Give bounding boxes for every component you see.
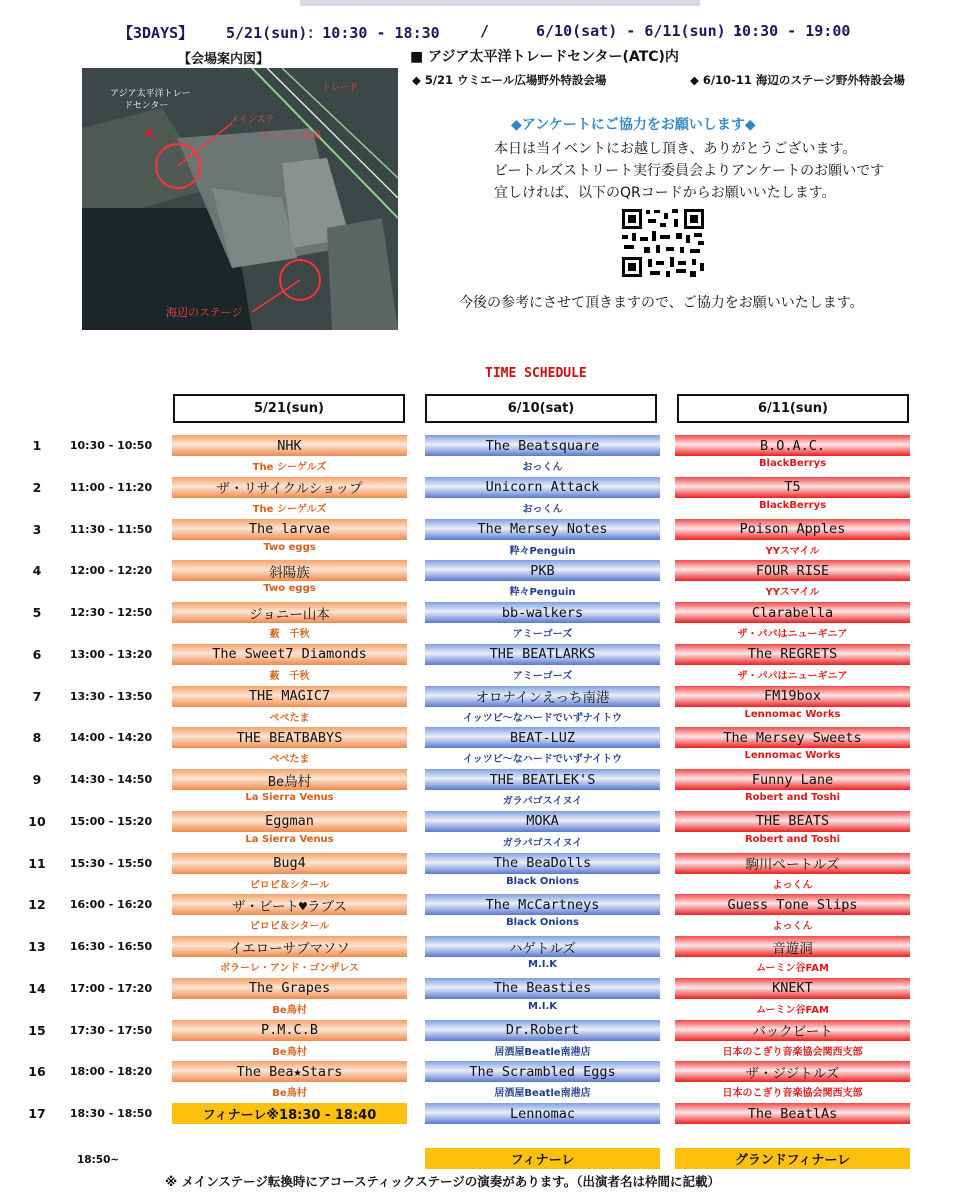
band-slot: Be鳥村 xyxy=(172,769,407,790)
band-slot: Poison Apples xyxy=(675,519,910,540)
map-text-trade: トレード xyxy=(322,83,359,93)
acoustic-act: ピロピ＆シタール xyxy=(249,921,330,932)
band-slot: The Mersey Notes xyxy=(425,519,660,540)
map-label: 【会場案内図】 xyxy=(178,52,270,67)
row-time: 15:00 - 15:20 xyxy=(69,814,153,828)
band-slot: The Beatsquare xyxy=(425,435,660,456)
band-slot: The Sweet7 Diamonds xyxy=(172,644,407,665)
row-time: 17:00 - 17:20 xyxy=(69,981,153,995)
acoustic-act: ピロピ＆シタール xyxy=(249,879,330,890)
date-separator: / xyxy=(480,22,490,40)
row-number: 6 xyxy=(32,646,42,662)
map-text-plaza: ウミエール広場 xyxy=(258,131,321,141)
qr-code[interactable] xyxy=(620,207,706,279)
venue-title: ■ アジア太平洋トレードセンター(ATC)内 xyxy=(410,49,679,65)
finale-day3: グランドフィナーレ xyxy=(675,1148,910,1169)
band-slot: Lennomac xyxy=(425,1103,660,1124)
row-time: 18:00 - 18:20 xyxy=(69,1065,153,1079)
acoustic-act: Robert and Toshi xyxy=(744,833,841,845)
day-header-3: 6/11(sun) xyxy=(677,394,909,423)
acoustic-act: Two eggs xyxy=(263,541,316,553)
acoustic-act: Black Onions xyxy=(506,917,579,929)
acoustic-act: おっくん xyxy=(522,462,563,472)
band-slot: ジョニー山本 xyxy=(172,602,407,623)
band-slot: 斜陽族 xyxy=(172,560,407,581)
band-slot: bb-walkers xyxy=(425,602,660,623)
row-time: 13:00 - 13:20 xyxy=(69,647,153,661)
band-slot: P.M.C.B xyxy=(172,1020,407,1041)
venue-sub-day1: ◆ 5/21 ウミエール広場野外特設会場 xyxy=(412,73,607,87)
acoustic-act: ボラーレ・アンド・ゴンザレス xyxy=(220,963,359,973)
row-time: 13:30 - 13:50 xyxy=(69,689,153,703)
row-time: 12:30 - 12:50 xyxy=(69,606,153,619)
band-slot: オロナインえっち南港 xyxy=(425,686,660,707)
acoustic-act: YYスマイル xyxy=(765,587,820,598)
row-number: 9 xyxy=(32,772,42,787)
acoustic-act: YYスマイル xyxy=(765,545,820,556)
map-text-center: ドセンター xyxy=(124,101,169,111)
acoustic-act: Be鳥村 xyxy=(272,1004,307,1015)
band-slot: ザ・ジジトルズ xyxy=(675,1061,910,1082)
band-slot: KNEKT xyxy=(675,978,910,999)
map-text-seaside: 海辺のステージ xyxy=(166,306,243,319)
band-slot: The Scrambled Eggs xyxy=(425,1061,660,1082)
band-slot: The Beasties xyxy=(425,978,660,999)
acoustic-act: 日本のこぎり音楽協会関西支部 xyxy=(722,1088,863,1099)
band-slot: The REGRETS xyxy=(675,644,910,665)
acoustic-act: イッツビ～なハードでいずナイトウ xyxy=(462,712,623,723)
acoustic-act: ザ・パパはニューギニア xyxy=(737,629,848,639)
band-slot: ハゲトルズ xyxy=(425,936,660,957)
row-number: 8 xyxy=(32,730,42,746)
acoustic-act: 粋々Penguin xyxy=(509,545,576,556)
acoustic-act: 居酒屋Beatle南港店 xyxy=(494,1046,591,1057)
band-slot: Guess Tone Slips xyxy=(675,894,910,915)
band-slot: PKB xyxy=(425,560,660,581)
band-slot: THE BEATLARKS xyxy=(425,644,660,665)
acoustic-act: M.I.K xyxy=(527,1000,558,1012)
band-slot: NHK xyxy=(172,435,407,456)
row-time: 17:30 - 17:50 xyxy=(69,1023,153,1037)
survey-line-3: 宜しければ、以下のQRコードからお願いいたします。 xyxy=(494,185,836,201)
acoustic-act: Black Onions xyxy=(506,875,579,887)
venue-sub-day23: ◆ 6/10-11 海辺のステージ野外特設会場 xyxy=(690,73,905,87)
schedule-title: TIME SCHEDULE xyxy=(485,366,587,381)
band-slot: Unicorn Attack xyxy=(425,477,660,498)
acoustic-act: M.I.K xyxy=(527,959,558,970)
survey-line-2: ビートルズストリート実行委員会よりアンケートのお願いです xyxy=(494,163,885,179)
band-slot: The McCartneys xyxy=(425,894,660,915)
band-slot: Eggman xyxy=(172,811,407,832)
row-time: 14:30 - 14:50 xyxy=(69,773,153,786)
band-slot: B.O.A.C. xyxy=(675,435,910,456)
row-number: 5 xyxy=(32,605,42,620)
band-slot: THE BEATS xyxy=(675,811,910,832)
acoustic-act: Lennomac Works xyxy=(744,750,841,762)
band-slot: T5 xyxy=(675,477,910,498)
acoustic-act: La Sierra Venus xyxy=(245,792,334,803)
acoustic-act: BlackBerrys xyxy=(758,458,827,469)
band-slot: BEAT-LUZ xyxy=(425,727,660,748)
band-slot: FM19box xyxy=(675,686,910,707)
days-label: 【3DAYS】 xyxy=(118,24,194,42)
acoustic-act: ムーミン谷FAM xyxy=(756,963,829,973)
row-number: 4 xyxy=(32,563,42,579)
acoustic-act: 日本のこぎり音楽協会関西支部 xyxy=(722,1046,863,1057)
acoustic-act: アミーゴーズ xyxy=(512,629,573,639)
band-slot: FOUR RISE xyxy=(675,560,910,581)
day1-hours: 5/21(sun)：10:30 - 18:30 xyxy=(226,24,440,42)
acoustic-act: La Sierra Venus xyxy=(245,833,334,845)
row-time: 14:00 - 14:20 xyxy=(69,731,153,745)
survey-footer: 今後の参考にさせて頂きますので、ご協力をお願いいたします。 xyxy=(459,295,864,311)
acoustic-act: ぺぺたま xyxy=(269,712,310,723)
band-slot: The Bea★Stars xyxy=(172,1061,407,1082)
band-slot: 駒川ペートルズ xyxy=(675,853,910,874)
acoustic-act: ガラパゴスイヌイ xyxy=(502,837,583,848)
day-header-1: 5/21(sun) xyxy=(173,394,405,423)
acoustic-act: おっくん xyxy=(522,503,563,514)
acoustic-act: Lennomac Works xyxy=(744,708,841,720)
acoustic-act: Two eggs xyxy=(263,583,316,595)
row-number: 2 xyxy=(32,479,42,495)
acoustic-act: Be鳥村 xyxy=(272,1046,307,1057)
row-time: 10:30 - 10:50 xyxy=(69,439,153,452)
row-time: 11:30 - 11:50 xyxy=(69,522,153,536)
band-slot: MOKA xyxy=(425,811,660,832)
acoustic-act: Be鳥村 xyxy=(272,1088,307,1099)
map-text-atc: アジア太平洋トレー xyxy=(110,89,191,99)
map-text-main: メインステ xyxy=(230,115,275,125)
band-slot: THE BEATBABYS xyxy=(172,727,407,748)
band-slot: Clarabella xyxy=(675,602,910,623)
acoustic-act: The シーゲルズ xyxy=(252,503,327,514)
acoustic-act: ガラパゴスイヌイ xyxy=(502,796,583,806)
acoustic-act: ザ・パパはニューギニア xyxy=(737,670,848,681)
survey-line-1: 本日は当イベントにお越し頂き、ありがとうございます。 xyxy=(494,141,857,157)
row-number: 7 xyxy=(32,688,42,704)
row-number: 1 xyxy=(32,438,42,453)
acoustic-act: イッツビ～なハードでいずナイトウ xyxy=(462,754,623,765)
band-slot: バックビート xyxy=(675,1020,910,1041)
row-time: 18:30 - 18:50 xyxy=(69,1107,153,1120)
row-time: 15:30 - 15:50 xyxy=(69,856,153,870)
row-number: 11 xyxy=(28,855,46,871)
band-slot: ザ・リサイクルショップ xyxy=(172,477,407,498)
row-number: 15 xyxy=(28,1022,46,1038)
row-number: 16 xyxy=(28,1064,46,1080)
band-slot: The Grapes xyxy=(172,978,407,999)
acoustic-act: 居酒屋Beatle南港店 xyxy=(494,1088,591,1099)
band-slot: The BeaDolls xyxy=(425,853,660,874)
venue-map xyxy=(82,68,398,330)
acoustic-act: 粋々Penguin xyxy=(509,587,576,598)
row-time: 11:00 - 11:20 xyxy=(69,480,153,494)
acoustic-act: 薮 千秋 xyxy=(269,670,310,681)
band-slot: Bug4 xyxy=(172,853,407,874)
row-number: 3 xyxy=(32,521,42,537)
acoustic-act: BlackBerrys xyxy=(758,499,827,511)
row-number: 14 xyxy=(28,980,46,996)
finale-day2: フィナーレ xyxy=(425,1148,660,1169)
acoustic-act: アミーゴーズ xyxy=(512,670,573,681)
day23-hours: 10:30 - 19:00 xyxy=(733,22,851,40)
band-slot: Dr.Robert xyxy=(425,1020,660,1041)
acoustic-act: ぺぺたま xyxy=(269,754,310,765)
finale-time: 18:50~ xyxy=(77,1154,120,1166)
survey-title: ◆アンケートにご協力をお願いします◆ xyxy=(511,117,756,133)
acoustic-act: よっくん xyxy=(772,921,813,932)
band-slot: The larvae xyxy=(172,519,407,540)
day23-dates: 6/10(sat) - 6/11(sun) : xyxy=(536,22,744,40)
day-header-2: 6/10(sat) xyxy=(425,394,657,423)
band-slot: The BeatlAs xyxy=(675,1103,910,1124)
footnote: ※ メインステージ転換時にアコースティックステージの演奏があります。（出演者名は枠間に記載） xyxy=(165,1174,721,1189)
row-number: 13 xyxy=(28,939,46,954)
band-slot: 音遊洞 xyxy=(675,936,910,957)
band-slot: ザ・ビート♥ラブス xyxy=(172,894,407,915)
acoustic-act: Robert and Toshi xyxy=(744,792,841,803)
row-number: 10 xyxy=(28,813,46,829)
band-slot: Funny Lane xyxy=(675,769,910,790)
row-time: 16:00 - 16:20 xyxy=(69,898,153,912)
row-time: 16:30 - 16:50 xyxy=(69,940,153,953)
acoustic-act: よっくん xyxy=(772,879,813,890)
band-slot: THE MAGIC7 xyxy=(172,686,407,707)
acoustic-act: The シーゲルズ xyxy=(252,462,327,472)
band-slot: The Mersey Sweets xyxy=(675,727,910,748)
finale-day1: フィナーレ※18:30 - 18:40 xyxy=(172,1103,407,1124)
band-slot: THE BEATLEK'S xyxy=(425,769,660,790)
acoustic-act: 薮 千秋 xyxy=(269,629,310,639)
band-slot: イエローサブマソソ xyxy=(172,936,407,957)
row-number: 17 xyxy=(28,1106,46,1121)
acoustic-act: ムーミン谷FAM xyxy=(756,1004,829,1015)
row-time: 12:00 - 12:20 xyxy=(69,564,153,578)
row-number: 12 xyxy=(28,897,46,913)
